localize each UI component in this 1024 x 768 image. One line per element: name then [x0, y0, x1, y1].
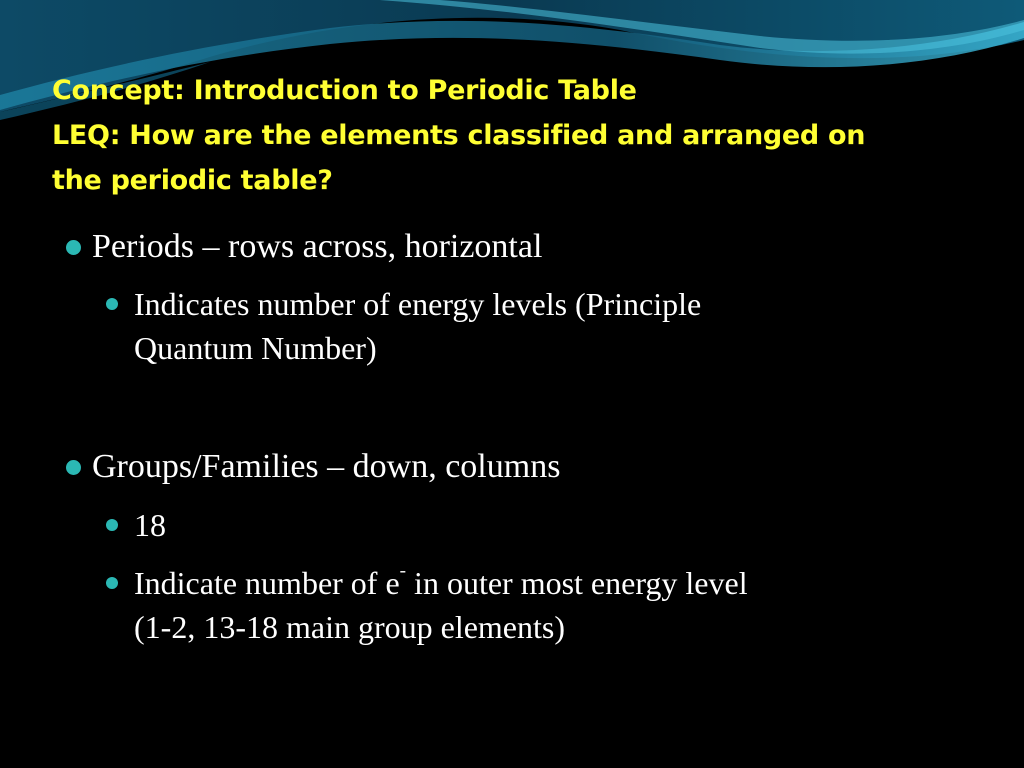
- subbullet-energy-levels-text: [134, 282, 701, 370]
- subbullet-energy-levels: [106, 282, 986, 370]
- bullet-dot-icon: [106, 298, 118, 310]
- subbullet-outer-electrons-start: Indicate number of e: [134, 565, 400, 601]
- bullet-dot-icon: [106, 577, 118, 589]
- subbullet-group-count: [106, 503, 986, 547]
- bullet-periods: [66, 224, 542, 270]
- bullet-dot-icon: [66, 460, 81, 475]
- subbullet-outer-electrons: [106, 561, 986, 649]
- subbullet-outer-electrons-line2: (1-2, 13-18 main group elements): [134, 609, 565, 645]
- subbullet-outer-electrons-text: [134, 561, 748, 649]
- title-line-leq-continued: the periodic table?: [52, 165, 333, 196]
- bullet-dot-icon: [106, 519, 118, 531]
- subbullet-energy-levels-line2: Quantum Number): [134, 330, 377, 366]
- subbullet-group-count-text: 18: [134, 507, 166, 543]
- title-line-concept: Concept: Introduction to Periodic Table: [52, 75, 637, 106]
- electron-charge-superscript: -: [399, 560, 407, 582]
- bullet-dot-icon: [66, 240, 81, 255]
- bullet-periods-text: Periods – rows across, horizontal: [92, 228, 543, 265]
- bullet-groups: [66, 444, 560, 490]
- bullet-groups-text: Groups/Families – down, columns: [92, 448, 561, 485]
- subbullet-energy-levels-line1: Indicates number of energy levels (Principle: [134, 286, 702, 322]
- title-line-leq: LEQ: How are the elements classified and arranged on: [52, 120, 866, 151]
- subbullet-outer-electrons-end: in outer most energy level: [406, 565, 748, 601]
